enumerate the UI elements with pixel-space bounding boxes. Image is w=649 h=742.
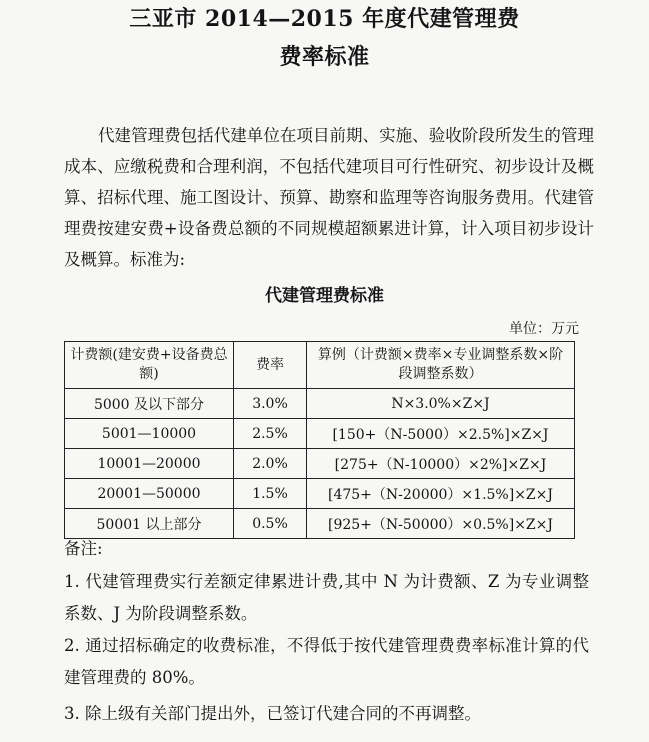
example-cell: [150+（N-5000）×2.5%]×Z×J xyxy=(307,419,575,449)
document-subtitle: 费率标准 xyxy=(279,44,370,70)
unit-label: 单位：万元 xyxy=(509,321,579,337)
header-fee-base: 计费额(建安费+设备费总额) xyxy=(65,342,234,389)
fee-base-cell: 10001—20000 xyxy=(65,449,234,479)
table-row xyxy=(65,389,575,419)
table-row xyxy=(65,479,575,509)
example-cell: [475+（N-20000）×1.5%]×Z×J xyxy=(307,479,575,509)
rate-cell: 3.0% xyxy=(234,389,307,419)
note-item: 3. 除上级有关部门提出外，已签订代建合同的不再调整。 xyxy=(64,704,481,723)
note-item: 2. 通过招标确定的收费标准，不得低于按代建管理费费率标准计算的代建管理费的 80%。 xyxy=(64,636,589,687)
fee-base-cell: 20001—50000 xyxy=(65,479,234,509)
rate-cell: 0.5% xyxy=(234,509,307,539)
fee-rate-table xyxy=(64,341,575,539)
intro-paragraph: 代建管理费包括代建单位在项目前期、实施、验收阶段所发生的管理成本、应缴税费和合理利润，不包括代建项目可行性研究、初步设计及概算、招标代理、施工图设计、预算、勘察和监理等咨询服务费用。代建管理费按建安费+设备费总额的不同规模超额累进计算，计入项目初步设计及概算。标准为: xyxy=(64,126,594,269)
table-title: 代建管理费标准 xyxy=(265,286,384,306)
fee-base-cell: 50001 以上部分 xyxy=(65,509,234,539)
rate-cell: 2.5% xyxy=(234,419,307,449)
document-title: 三亚市 2014—2015 年度代建管理费 xyxy=(129,6,520,32)
rate-cell: 2.0% xyxy=(234,449,307,479)
table-row xyxy=(65,419,575,449)
fee-base-cell: 5001—10000 xyxy=(65,419,234,449)
example-cell: [925+（N-50000）×0.5%]×Z×J xyxy=(307,509,575,539)
fee-base-cell: 5000 及以下部分 xyxy=(65,389,234,419)
table-row xyxy=(65,509,575,539)
example-cell: [275+（N-10000）×2%]×Z×J xyxy=(307,449,575,479)
header-rate: 费率 xyxy=(234,342,307,389)
example-cell: N×3.0%×Z×J xyxy=(307,389,575,419)
table-row xyxy=(65,449,575,479)
table-header-row xyxy=(65,342,575,389)
rate-cell: 1.5% xyxy=(234,479,307,509)
note-item: 1. 代建管理费实行差额定律累进计费,其中 N 为计费额、Z 为专业调整系数、J 为阶段调整系数。 xyxy=(64,572,589,623)
notes-title: 备注: xyxy=(64,539,103,558)
header-example: 算例（计费额×费率×专业调整系数×阶段调整系数） xyxy=(307,342,575,389)
